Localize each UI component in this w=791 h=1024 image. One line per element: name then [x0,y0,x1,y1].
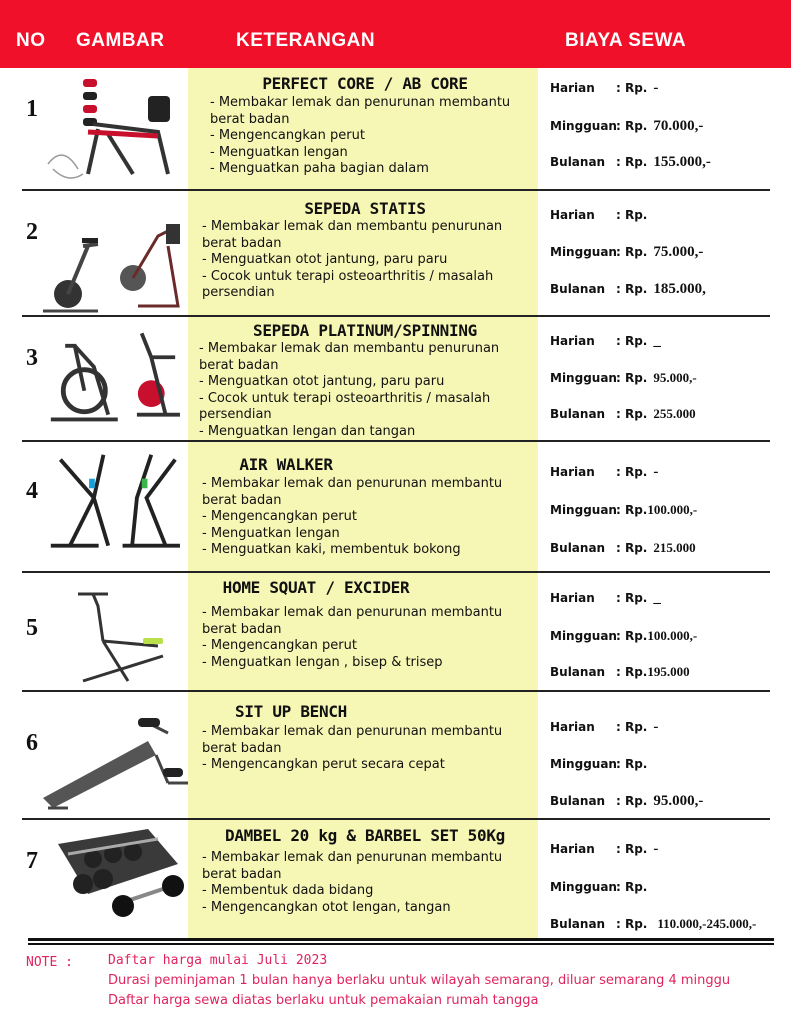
row-number: 2 [26,219,38,245]
table-row [0,692,791,818]
mingguan-price: 95.000,- [653,370,697,385]
header-gambar: GAMBAR [76,30,165,51]
description-line: - Menguatkan lengan [202,525,340,541]
description-line: - Membakar lemak dan membantu penurunan berat badan [202,219,507,251]
harian-label: Harian [550,81,595,95]
rp-label: : Rp. [616,334,648,348]
harian-label: Harian [550,208,595,222]
spinning-bike-icon [38,319,188,429]
rp-label: : Rp. [616,119,648,133]
dumbbell-set-icon [38,824,188,934]
table-row [0,442,791,571]
rp-label: : Rp. [616,629,648,643]
rp-label: : Rp. [616,81,648,95]
mingguan-label: Mingguan [550,880,617,894]
harian-price: - [653,719,659,735]
mingguan-price: 100.000,- [647,628,698,643]
bulanan-label: Bulanan [550,541,606,555]
note-line-3: Daftar harga sewa diatas berlaku untuk pemakaian rumah tangga [108,993,539,1008]
rp-label: : Rp. [616,591,648,605]
rp-label: : Rp. [616,208,648,222]
description-line: - Menguatkan otot jantung, paru paru [202,252,448,267]
rp-label: : Rp. [616,665,648,679]
rp-label: : Rp. [616,757,648,771]
item-title: AIR WALKER [239,455,333,474]
rp-label: : Rp. [616,282,648,296]
header-keterangan: KETERANGAN [236,30,376,51]
note-line-1: Daftar harga mulai Juli 2023 [108,953,328,968]
item-description [199,341,531,440]
price-block [550,464,785,584]
bulanan-label: Bulanan [550,407,606,421]
bulanan-price: 195.000 [647,664,690,679]
description-line: - Mengencangkan perut [202,509,357,524]
home-squat-icon [38,581,188,691]
row-number: 1 [26,96,38,122]
item-description [210,95,542,178]
row-number: 5 [26,615,38,641]
rp-label: : Rp. [616,503,648,517]
harian-label: Harian [550,334,595,348]
row-number: 4 [26,478,38,504]
mingguan-label: Mingguan [550,757,617,771]
price-block [550,333,785,453]
description-line: - Menguatkan lengan dan tangan [199,423,416,439]
description-line: - Menguatkan kaki, membentuk bokong [202,542,461,557]
harian-label: Harian [550,465,595,479]
bulanan-price: 185.000, [653,281,706,297]
note-label: NOTE : [26,955,73,970]
air-walker-icon [38,450,188,560]
exercise-bike-icon [38,211,188,321]
harian-price: - [653,841,659,857]
harian-price: _ [653,590,661,606]
table-row [0,573,791,690]
harian-price: _ [653,333,661,349]
table-row [0,191,791,315]
mingguan-label: Mingguan [550,503,617,517]
harian-label: Harian [550,842,595,856]
description-line: - Membakar lemak dan penurunan membantu berat badan [202,850,507,882]
description-line: - Menguatkan lengan [210,144,348,160]
description-line: - Membakar lemak dan penurunan membantu berat badan [202,605,507,637]
description-line: - Mengencangkan perut [210,128,365,143]
table-header [0,0,791,68]
description-line: - Mengencangkan perut secara cepat [202,757,445,772]
bulanan-price: 110.000,-245.000,- [657,916,757,931]
description-line: - Membakar lemak dan penurunan membantu berat badan [202,476,507,508]
mingguan-label: Mingguan [550,119,617,133]
description-line: - Menguatkan otot jantung, paru paru [199,374,445,389]
rp-label: : Rp. [616,407,648,421]
mingguan-price: 75.000,- [653,244,704,260]
bulanan-label: Bulanan [550,917,606,931]
footer-divider [28,938,774,941]
note-line-2: Durasi peminjaman 1 bulan hanya berlaku untuk wilayah semarang, diluar semarang 4 minggu [108,973,731,988]
table-row [0,68,791,189]
bulanan-price: 255.000 [653,406,696,421]
row-number: 6 [26,730,38,756]
item-title: SIT UP BENCH [235,702,347,721]
price-block [550,80,785,200]
bulanan-label: Bulanan [550,282,606,296]
bulanan-price: 215.000 [653,540,696,555]
rp-label: : Rp. [616,720,648,734]
item-title: HOME SQUAT / EXCIDER [222,578,410,597]
header-no: NO [16,30,46,51]
mingguan-price: 70.000,- [653,118,704,134]
description-line: - Mengencangkan otot lengan, tangan [202,899,451,915]
item-description [202,850,534,916]
rp-label: : Rp. [616,371,648,385]
rp-label: : Rp. [616,541,648,555]
description-line: - Membakar lemak dan penurunan membantu berat badan [210,95,515,127]
rp-label: : Rp. [616,465,648,479]
rp-label: : Rp. [616,245,648,259]
bulanan-label: Bulanan [550,155,606,169]
description-line: - Mengencangkan perut [202,638,357,653]
mingguan-label: Mingguan [550,371,617,385]
mingguan-label: Mingguan [550,629,617,643]
header-biaya-sewa: BIAYA SEWA [565,30,687,51]
bulanan-label: Bulanan [550,665,606,679]
table-row [0,820,791,938]
item-title: SEPEDA PLATINUM/SPINNING [253,321,477,340]
rp-label: : Rp. [616,917,648,931]
rp-label: : Rp. [616,880,648,894]
harian-price: - [653,80,659,96]
harian-price: - [653,464,659,480]
price-block [550,207,785,327]
mingguan-label: Mingguan [550,245,617,259]
table-row [0,317,791,440]
item-description [202,476,534,559]
harian-label: Harian [550,591,595,605]
description-line: - Membentuk dada bidang [202,883,374,898]
item-title: DAMBEL 20 kg & BARBEL SET 50Kg [225,826,505,845]
bulanan-label: Bulanan [550,794,606,808]
description-line: - Cocok untuk terapi osteoarthritis / masalah persendian [202,268,498,300]
mingguan-price: 100.000,- [647,502,698,517]
item-description [202,219,534,302]
bulanan-price: 155.000,- [653,154,711,170]
bulanan-price: 95.000,- [653,793,704,809]
description-line: - Menguatkan paha bagian dalam [210,161,429,176]
description-line: - Cocok untuk terapi osteoarthritis / masalah persendian [199,390,495,422]
sit-up-bench-icon [38,708,188,818]
harian-label: Harian [550,720,595,734]
item-description [202,605,534,671]
ab-core-machine-icon [38,74,188,184]
row-number: 3 [26,345,38,371]
footer-divider [28,943,774,945]
row-number: 7 [26,848,38,874]
item-title: PERFECT CORE / AB CORE [262,74,468,93]
rp-label: : Rp. [616,155,648,169]
item-title: SEPEDA STATIS [304,199,426,218]
rp-label: : Rp. [616,842,648,856]
description-line: - Membakar lemak dan penurunan membantu berat badan [202,724,507,756]
item-description [202,724,534,774]
description-line: - Menguatkan lengan , bisep & trisep [202,654,443,670]
rp-label: : Rp. [616,794,648,808]
description-line: - Membakar lemak dan membantu penurunan berat badan [199,341,504,373]
